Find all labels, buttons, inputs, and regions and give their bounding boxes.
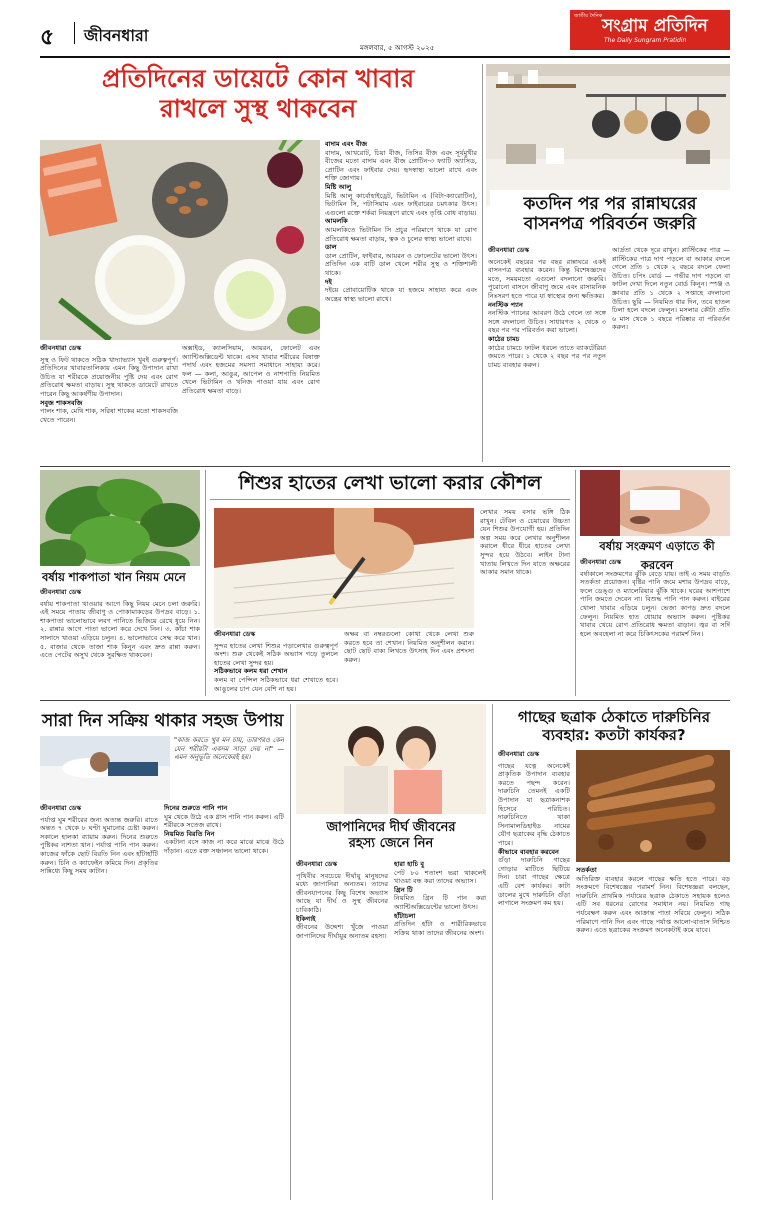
handwriting-text-c: অক্ষর বা নম্বরগুলো কোথা থেকে লেখা শুরু করতে হবে তা শেখান। নিয়মিত অনুশীলন করান। ছোট ছোট বাক্য লিখতে উৎসাহ দিন এবং প্রশংসা করুন। bbox=[344, 630, 474, 664]
spinach-headline: বর্ষায় শাকপাতা খান নিয়ম মেনে bbox=[40, 566, 200, 591]
japan-text: পৃথিবীর সবচেয়ে দীর্ঘায়ু মানুষদের মধ্যে জাপানিরা অন্যতম। তাদের জীবনযাপনের কিছু বিশেষ অভ্যাস আছে যা দীর্ঘ ও সুস্থ জীবনের চাবিকাঠি। bbox=[296, 871, 388, 914]
logo-tag: জাতীয় দৈনিক bbox=[574, 13, 603, 19]
handwriting-body-mid bbox=[344, 630, 474, 696]
diet-headline-line2: রাখলে সুস্থ থাকবেন bbox=[159, 94, 357, 123]
handwriting-photo bbox=[214, 508, 474, 628]
handwriting-text-a: সুন্দর হাতের লেখা শিশুর পড়ালেখার গুরুত্বপূর্ণ অংশ। শুরু থেকেই সঠিক অভ্যাস গড়ে তুললে হাতের লেখা সুন্দর হয়। bbox=[214, 641, 338, 667]
spinach-body bbox=[40, 588, 200, 696]
kitchen-nonstick-text: ননস্টিক প্যানের আবরণ উঠে গেলে তা সঙ্গে সঙ্গে বদলানো উচিত। সাধারণত ২ থেকে ৩ বছর পর পর পরিবর্তন করা ভালো। bbox=[488, 309, 606, 335]
kitchen-byline: জীবনধারা ডেস্ক bbox=[488, 246, 530, 254]
japan-byline: জীবনধারা ডেস্ক bbox=[296, 860, 338, 868]
active-byline: জীবনধারা ডেস্ক bbox=[40, 804, 82, 812]
japan-body-2 bbox=[394, 860, 486, 1196]
kitchen-spoon-text: কাঠের চামচে ফাটল ধরলে তাতে ব্যাকটেরিয়া জমতে পারে। ১ থেকে ২ বছর পর পর নতুন চামচ ব্যবহার করুন। bbox=[488, 343, 606, 369]
kitchen-col1-text: অনেকেই বছরের পর বছর রান্নাঘরে একই বাসনপত্র ব্যবহার করেন। কিন্তু বিশেষজ্ঞদের মতে, সময়মতো এগুলো বদলানো জরুরি। পুরোনো বাসনে জীবাণু জমে এবং রাসায়নিক নিঃসরণ হতে পারে যা স্বাস্থ্যের জন্য ক্ষতিকর। bbox=[488, 257, 606, 300]
page-header bbox=[40, 10, 730, 52]
handwriting-byline: জীবনধারা ডেস্ক bbox=[214, 630, 256, 638]
kitchen-headline-line2: বাসনপত্র পরিবর্তন জরুরি bbox=[523, 214, 697, 235]
handwriting-headline: শিশুর হাতের লেখা ভালো করার কৌশল bbox=[210, 472, 570, 500]
diet-dal-text: ডাল প্রোটিন, ফাইবার, আয়রন ও ফোলেটের ভালো উৎস। প্রতিদিন এক বাটি ডাল খেলে শরীর সুস্থ ও শক্তিশালী থাকে। bbox=[325, 251, 477, 277]
cinnamon-caution-text: অতিরিক্ত ব্যবহার করলে গাছের ক্ষতি হতে পারে। বড় সংক্রমণে বিশেষজ্ঞের পরামর্শ নিন। bbox=[576, 874, 730, 892]
diet-headline bbox=[48, 64, 468, 124]
diet-sub-amla: আমলকি bbox=[325, 217, 348, 226]
logo-name: সংগ্রাম প্রতিদিন bbox=[602, 16, 708, 36]
japan-body bbox=[296, 860, 388, 1196]
cinnamon-headline-line1: গাছের ছত্রাক ঠেকাতে দারুচিনির bbox=[517, 708, 711, 726]
japan-headline-line1: জাপানিদের দীর্ঘ জীবনের bbox=[326, 820, 456, 835]
japan-walk-text: প্রতিদিন হাঁটা ও শারীরিকভাবে সক্রিয় থাকা তাদের জীবনের অংশ। bbox=[394, 920, 486, 937]
cinnamon-text: গাছের যত্নে অনেকেই প্রাকৃতিক উপাদান ব্যবহার করতে পছন্দ করেন। দারুচিনি তেমনই একটি উপাদান যা ছত্রাকনাশক হিসেবে পরিচিত। দারুচিনিতে থাকা সিনামালডিহাইড নামের যৌগ ছত্রাকের বৃদ্ধি ঠেকাতে পারে। bbox=[498, 761, 570, 847]
infection-byline: জীবনধারা ডেস্ক bbox=[580, 558, 622, 566]
cinnamon-how-text: গুঁড়া দারুচিনি গাছের গোড়ার মাটিতে ছিটিয়ে দিন। চারা গাছের ক্ষেত্রে এটি বেশ কার্যকর। কাটা ডালের মুখে দারুচিনি গুঁড়া লাগালে সংক্রমণ কম হয়। bbox=[498, 856, 570, 908]
diet-headline-line1: প্রতিদিনের ডায়েটে কোন খাবার bbox=[101, 64, 415, 93]
diet-col1-text: সুস্থ ও ফিট থাকতে সঠিক খাদ্যাভ্যাস খুবই গুরুত্বপূর্ণ। প্রতিদিনের খাবারতালিকায় এমন কিছু উপাদান রাখা উচিত যা শরীরকে প্রয়োজনীয় পুষ্টি দেয় এবং রোগ প্রতিরোধ ক্ষমতা বাড়ায়। সুস্থ থাকতে ডায়েটে রাখতে পারেন কিছু আকর্ষণীয় উপাদান। bbox=[40, 355, 178, 398]
japan-headline-line2: রহস্য জেনে নিন bbox=[348, 835, 434, 851]
handwriting-subhead: সঠিকভাবে কলম ধরা শেখান bbox=[214, 667, 288, 676]
infection-photo bbox=[580, 470, 730, 536]
cinnamon-photo bbox=[576, 750, 730, 862]
cinnamon-headline-line2: ব্যবহার: কতটা কার্যকর? bbox=[542, 726, 686, 744]
japan-ikigai-text: জীবনের উদ্দেশ্য খুঁজে পাওয়া জাপানিদের দীর্ঘায়ুর অন্যতম রহস্য। bbox=[296, 923, 388, 940]
diet-col1 bbox=[40, 344, 178, 462]
diet-sub-yogurt: দই bbox=[325, 277, 332, 286]
active-quote: "কাজ করতে খুব মন চায়, তারপরও কেন যেন শরীরটা একদম সাড়া দেয় না" — এমন অনুভূতি অনেকেরই হয়। bbox=[174, 736, 284, 762]
section-name: জীবনধারা bbox=[84, 26, 149, 45]
japan-sub-ikigai: ইকিগাই bbox=[296, 914, 316, 923]
japan-sub-hara: হারা হাচি বু bbox=[394, 860, 424, 868]
active-body bbox=[40, 804, 158, 1196]
page-number: ৫ bbox=[40, 25, 55, 50]
diet-yogurt-text: দইয়ে প্রোবায়োটিক থাকে যা হজমে সাহায্য করে এবং অন্ত্রের স্বাস্থ্য ভালো রাখে। bbox=[325, 286, 477, 303]
diet-sub-dal: ডাল bbox=[325, 243, 337, 252]
kitchen-col2 bbox=[612, 246, 730, 462]
kitchen-headline bbox=[490, 190, 730, 235]
diet-amla-text: আমলকিতে ভিটামিন সি প্রচুর পরিমাণে থাকে যা রোগ প্রতিরোধ ক্ষমতা বাড়ায়, ত্বক ও চুলের স্বাস্থ্য ভালো রাখে। bbox=[325, 225, 477, 243]
japan-tea-text: নিয়মিত গ্রিন টি পান করা অ্যান্টিঅক্সিডেন্টের ভালো উৎস। bbox=[394, 894, 486, 911]
diet-sub-nuts: বাদাম এবং বীজ bbox=[325, 140, 368, 148]
diet-nuts-text: বাদাম, আখরোট, চিয়া বীজ, তিসির বীজ এবং সূর্যমুখীর বীজের মতো বাদাম এবং বীজ প্রোটিন-৩ ফ্যাটি অ্যাসিড, প্রোটিন এবং ফাইবার দেয়। হৃদস্বাস্থ্য ভালো রাখে এবং শক্তি জোগায়। bbox=[325, 148, 477, 183]
diet-col2 bbox=[182, 344, 320, 462]
food-photo bbox=[40, 140, 320, 340]
active-water-text: ঘুম থেকে উঠে এক গ্লাস পানি পান করুন। এটি শরীরকে সতেজ রাখে। bbox=[164, 812, 284, 830]
handwriting-body-left bbox=[214, 630, 338, 696]
diet-col3 bbox=[325, 140, 477, 462]
japan-sub-walk: হাঁটাচলা bbox=[394, 911, 416, 920]
cinnamon-body-right bbox=[576, 866, 730, 1196]
handwriting-body-right bbox=[480, 508, 570, 696]
active-headline: সারা দিন সক্রিয় থাকার সহজ উপায় bbox=[42, 711, 284, 731]
cinnamon-headline bbox=[498, 708, 730, 744]
handwriting-text-b: কলম বা পেন্সিল সঠিকভাবে ধরা শেখাতে হবে। আঙুলের চাপ যেন বেশি না হয়। bbox=[214, 675, 338, 693]
issue-date: মঙ্গলবার, ৫ আগস্ট ২০২৫ bbox=[360, 44, 435, 52]
active-photo bbox=[40, 736, 170, 800]
japan-photo bbox=[296, 704, 486, 814]
cinnamon-text-d: বিশেষজ্ঞরা বলছেন, দারুচিনি প্রাথমিক পর্যায়ের ছত্রাক ঠেকাতে সহায়ক হলেও এটি সব ধরনের রোগের সমাধান নয়। নিয়মিত গাছ পর্যবেক্ষণ করুন এবং আক্রান্ত পাতা সরিয়ে ফেলুন। সঠিক পরিমাণে পানি দিন এবং গাছে পর্যাপ্ত আলো-বাতাস নিশ্চিত করুন। এতে ছত্রাকের সংক্রমণ অনেকটাই কমে যাবে। bbox=[576, 883, 730, 935]
spinach-text: বর্ষায় শাকপাতা খাওয়ার আগে কিছু নিয়ম মেনে চলা জরুরি। এই সময়ে পাতায় জীবাণু ও পোকামাকড়ের উপদ্রব বাড়ে। ১. শাকপাতা ভালোভাবে লবণ পানিতে ভিজিয়ে রেখে ধুয়ে নিন। ২. রান্নার আগে পাতা ভালো করে দেখে নিন। ৩. কাঁচা শাক সালাদে খাওয়া এড়িয়ে চলুন। ৪. ভালোভাবে সেদ্ধ করে খান। ৫. বাজার থেকে তাজা শাক কিনুন এবং দ্রুত রান্না করুন। এতে পেটের অসুখ থেকে সুরক্ষিত থাকবেন। bbox=[40, 599, 200, 660]
japan-hara-text: পেট ৮০ শতাংশ ভরা থাকলেই খাওয়া বন্ধ করা তাদের অভ্যাস। bbox=[394, 868, 486, 886]
logo-subtitle: The Daily Sungram Pratidin bbox=[604, 37, 687, 44]
infection-text: বর্ষাকালে সংক্রমণের ঝুঁকি বেড়ে যায়। তাই এ সময় বাড়তি সতর্কতা প্রয়োজন। বৃষ্টির পানি জমে মশার উপদ্রব বাড়ে, ফলে ডেঙ্গু ও ম্যালেরিয়ার ঝুঁকি থাকে। ঘরের আশপাশে পানি জমতে দেবেন না। বিশুদ্ধ পানি পান করুন। বাইরের খোলা খাবার এড়িয়ে চলুন। ভেজা কাপড় দ্রুত বদলে ফেলুন। নিয়মিত হাত ধোয়ার অভ্যাস করুন। পুষ্টিকর খাবার খেয়ে রোগ প্রতিরোধ ক্ষমতা বাড়ান। জ্বর বা সর্দি হলে অবহেলা না করে চিকিৎসকের পরামর্শ নিন। bbox=[580, 569, 730, 638]
kitchen-col1 bbox=[488, 246, 606, 462]
spinach-byline: জীবনধারা ডেস্ক bbox=[40, 588, 82, 596]
kitchen-headline-line1: কতদিন পর পর রান্নাঘরের bbox=[523, 194, 697, 214]
japan-sub-tea: গ্রিন টি bbox=[394, 885, 413, 894]
kitchen-photo bbox=[486, 64, 730, 206]
diet-col1-subhead: সবুজ শাকসবজি bbox=[40, 398, 83, 407]
spinach-photo bbox=[40, 470, 200, 572]
active-break-text: একটানা বসে কাজ না করে মাঝে মাঝে উঠে দাঁড়ান। এতে রক্ত সঞ্চালন ভালো থাকে। bbox=[164, 838, 284, 855]
active-sub-break: নিয়মিত বিরতি নিন bbox=[164, 829, 215, 838]
infection-body bbox=[580, 558, 730, 696]
kitchen-col2-text: আর্দ্রতা থেকে দূরে রাখুন। প্লাস্টিকের পাত্র — প্লাস্টিকের পাত্র দাগ পড়লে বা আকার বদলে গেলে প্রতি ১ থেকে ২ বছরে বদলে ফেলা উচিত। চপিং বোর্ড — গভীর দাগ পড়লে বা ফাটল দেখা দিলে নতুন বোর্ড কিনুন। স্পঞ্জ ও স্ক্রাবার প্রতি ১ থেকে ২ সপ্তাহে বদলানো উচিত। ছুরি — নিয়মিত ধার দিন, তবে হাতল ঢিলা হলে বদলে ফেলুন। মসলার কৌটা প্রতি ৬ মাস থেকে ১ বছরে পরিষ্কার বা পরিবর্তন করুন। bbox=[612, 246, 730, 332]
handwriting-text-d: লেখার সময় বসার ভঙ্গি ঠিক রাখুন। টেবিল ও চেয়ারের উচ্চতা যেন শিশুর উপযোগী হয়। প্রতিদিন অল্প সময় করে লেখার অনুশীলন করালে ধীরে ধীরে হাতের লেখা সুন্দর হয়ে উঠবে। লাইন টানা খাতায় লিখতে দিন যাতে অক্ষরের আকার সমান থাকে। bbox=[480, 508, 570, 577]
diet-byline: জীবনধারা ডেস্ক bbox=[40, 344, 82, 352]
active-sub-water: দিনের শুরুতে পানি পান bbox=[164, 804, 228, 812]
infection-headline: বর্ষায় সংক্রমণ এড়াতে কী করবেন bbox=[599, 539, 715, 572]
diet-col1-end: পালং শাক, মেথি শাক, সরিষা শাকের মতো শাকসবজি খেতে পারেন। bbox=[40, 407, 178, 424]
logo bbox=[570, 10, 730, 50]
cinnamon-sub-caution: সতর্কতা bbox=[576, 866, 597, 874]
kitchen-sub-spoon: কাঠের চামচ bbox=[488, 334, 520, 343]
cinnamon-sub-how: কীভাবে ব্যবহার করবেন bbox=[498, 847, 559, 856]
japan-headline bbox=[296, 820, 486, 851]
cinnamon-body-left bbox=[498, 750, 570, 1196]
diet-sub-potato: মিষ্টি আলু bbox=[325, 182, 352, 191]
diet-col2-text: অক্সাইড, ক্যালসিয়াম, আয়রন, ফোলেট এবং অ্যান্টিঅক্সিডেন্ট থাকে। এসব খাবার শরীরের বিষাক্ত পদার্থ এবং হজমের সমস্যা সমাধানে সাহায্য করে। ফল — কলা, আঙুর, আপেল ও নাশপাতি নিয়মিত খেলে ভিটামিন ও খনিজ পাওয়া যায় এবং রোগ প্রতিরোধ ক্ষমতা বাড়ে। bbox=[182, 344, 320, 395]
active-body-2 bbox=[164, 804, 284, 1196]
active-text: পর্যাপ্ত ঘুম শরীরের জন্য অত্যন্ত জরুরি। রাতে অন্তত ৭ থেকে ৮ ঘণ্টা ঘুমানোর চেষ্টা করুন। সকালে হালকা ব্যায়াম করুন। দিনের শুরুতে পুষ্টিকর নাশতা খান। পর্যাপ্ত পানি পান করুন। কাজের ফাঁকে ছোট বিরতি নিন এবং হাঁটাহাঁটি করুন। চিনি ও ক্যাফেইন কমিয়ে দিন। প্রকৃতির সান্নিধ্যে কিছু সময় কাটান। bbox=[40, 815, 158, 876]
diet-potato-text: মিষ্টি আলু কার্বোহাইড্রেট, ভিটামিন এ (বিটা-ক্যারোটিন), ভিটামিন সি, পটাসিয়াম এবং ফাইবারের চমৎকার উৎস। এগুলো রক্তে শর্করা নিয়ন্ত্রণে রাখে এবং তৃপ্তি বোধ বাড়ায়। bbox=[325, 191, 477, 217]
kitchen-sub-nonstick: ননস্টিক প্যান bbox=[488, 300, 523, 309]
cinnamon-byline: জীবনধারা ডেস্ক bbox=[498, 750, 540, 758]
